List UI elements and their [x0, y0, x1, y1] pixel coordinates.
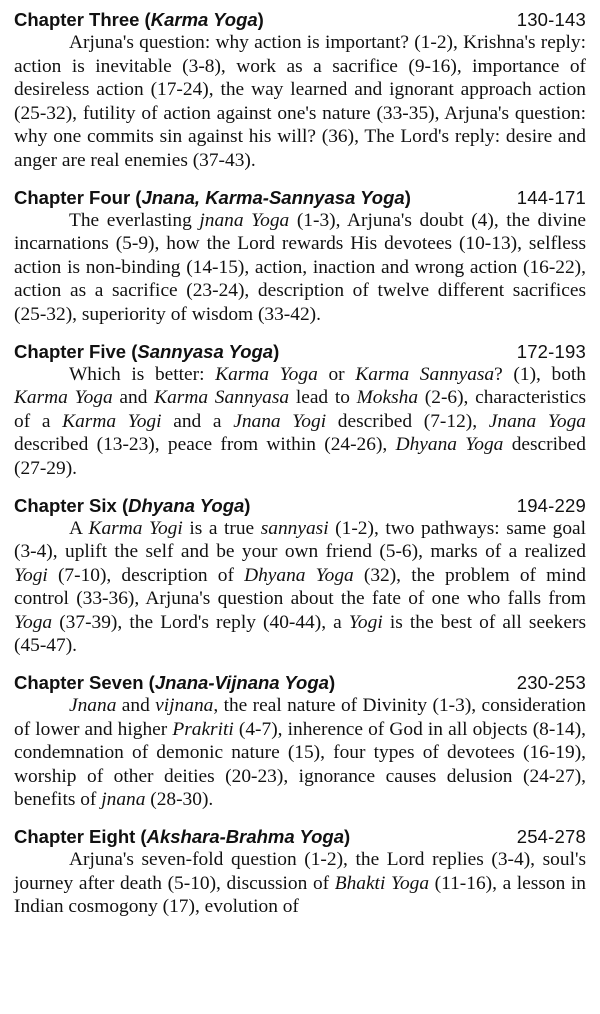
summary-text: (2-6), characteristics of a — [14, 387, 587, 432]
chapter-page-range: 230-253 — [516, 672, 586, 694]
italic-term: Bhakti Yoga — [334, 872, 430, 894]
chapter-summary — [14, 31, 586, 173]
summary-text: (11-16), a lesson in Indian cosmogony (17), evolution of — [14, 872, 586, 918]
summary-text: , the real nature of Divinity (1-3), consideration of lower and higher — [14, 695, 586, 740]
summary-text: (7-10), description of — [47, 564, 245, 586]
italic-term: Yogi — [348, 611, 383, 633]
chapter-heading — [14, 494, 586, 517]
chapter-summary — [14, 209, 586, 327]
chapter-entry — [14, 494, 586, 659]
summary-text: (1-3), Arjuna's doubt (4), the divine incarnations (5-9), how the Lord rewards His devotees (10-13), selfless action is non-binding (14-15), action, inaction and wrong action (16-22), action as a sacrifice (23-24), description of twelve different sacrifices (25-32), superiority of wisdom (33-42). — [14, 209, 587, 325]
italic-term: jnana Yoga — [199, 209, 290, 231]
chapter-title: Chapter Seven (Jnana-Vijnana Yoga) — [14, 672, 336, 694]
summary-text: is a true — [182, 517, 261, 539]
summary-text: and — [116, 695, 156, 717]
italic-term: Karma Yogi — [88, 517, 183, 539]
summary-text: described (7-12), — [326, 410, 489, 432]
chapter-heading — [14, 825, 586, 848]
summary-text: Which is better: — [69, 363, 216, 385]
chapter-page-range: 144-171 — [516, 186, 586, 208]
italic-term: Yoga — [14, 611, 53, 633]
italic-term: Karma Yoga — [215, 363, 318, 385]
summary-text: or — [317, 363, 356, 385]
summary-text: ? (1), both — [494, 363, 587, 385]
italic-term: Jnana Yogi — [233, 410, 327, 432]
summary-text: (37-39), the Lord's reply (40-44), a — [52, 611, 349, 633]
summary-text: described (13-23), peace from within (24-26), — [14, 434, 396, 456]
summary-text: A — [69, 517, 89, 539]
chapter-entry — [14, 825, 586, 919]
chapter-summary — [14, 363, 586, 481]
chapter-heading — [14, 340, 586, 363]
chapter-entry — [14, 340, 586, 481]
chapter-entry — [14, 186, 586, 327]
summary-text: (4-7), inherence of God in all objects (8-14), condemnation of demonic nature (15), four types of devotees (16-19), worship of other deities (20-23), ignorance causes delusion (24-27), benefits of — [14, 718, 586, 811]
chapter-title: Chapter Five (Sannyasa Yoga) — [14, 340, 280, 362]
italic-term: Prakriti — [172, 718, 234, 740]
summary-text: and a — [161, 410, 234, 432]
chapter-summary — [14, 517, 586, 659]
chapter-title: Chapter Four (Jnana, Karma-Sannyasa Yoga) — [14, 186, 411, 208]
summary-text: described (27-29). — [14, 434, 586, 479]
chapter-heading — [14, 671, 586, 694]
italic-term: vijnana — [155, 695, 214, 717]
chapter-page-range: 172-193 — [516, 340, 586, 362]
italic-term: Karma Sannyasa — [355, 363, 495, 385]
summary-text: is the best of all seekers (45-47). — [14, 611, 586, 657]
italic-term: Dhyana Yoga — [395, 434, 504, 456]
chapter-heading — [14, 8, 586, 31]
chapter-page-range: 194-229 — [516, 494, 586, 516]
italic-term: Dhyana Yoga — [244, 564, 354, 586]
summary-text: Arjuna's question: why action is important? (1-2), Krishna's reply: action is inevitable (3-8), work as a sacrifice (9-16), importance of desireless action (17-24), the way learned and ignorant approach action (25-32), futility of action against one's nature (33-35), Arjuna's question: why one commits sin against his will? (36), The Lord's reply: desire and anger are real enemies (37-43). — [14, 32, 586, 171]
chapter-title: Chapter Eight (Akshara-Brahma Yoga) — [14, 826, 351, 848]
italic-term: Karma Sannyasa — [154, 387, 290, 409]
summary-text: (32), the problem of mind control (33-36), Arjuna's question about the fate of one who falls from — [14, 564, 587, 610]
chapter-entry — [14, 671, 586, 812]
chapter-title: Chapter Six (Dhyana Yoga) — [14, 494, 251, 516]
chapter-page-range: 254-278 — [516, 826, 586, 848]
summary-text: (28-30). — [145, 789, 214, 811]
italic-term: Jnana Yoga — [488, 410, 586, 432]
italic-term: Moksha — [356, 387, 419, 409]
chapter-summary — [14, 694, 586, 812]
chapter-summary — [14, 848, 586, 919]
italic-term: Yogi — [14, 564, 48, 586]
chapter-page-range: 130-143 — [516, 9, 586, 30]
chapter-title: Chapter Three (Karma Yoga) — [14, 9, 264, 30]
summary-text: Arjuna's seven-fold question (1-2), the Lord replies (3-4), soul's journey after death (5-10), discussion of — [14, 849, 586, 894]
italic-term: Karma Yoga — [14, 387, 113, 409]
chapter-entry — [14, 8, 586, 173]
italic-term: Jnana — [69, 695, 117, 717]
italic-term: jnana — [101, 789, 146, 811]
summary-text: and — [112, 387, 155, 409]
italic-term: Karma Yogi — [62, 410, 162, 432]
summary-text: (1-2), two pathways: same goal (3-4), uplift the self and be your own friend (5-6), marks of a realized — [14, 517, 587, 563]
summary-text: lead to — [289, 387, 357, 409]
italic-term: sannyasi — [260, 517, 329, 539]
summary-text: The everlasting — [69, 209, 200, 231]
chapter-heading — [14, 186, 586, 209]
